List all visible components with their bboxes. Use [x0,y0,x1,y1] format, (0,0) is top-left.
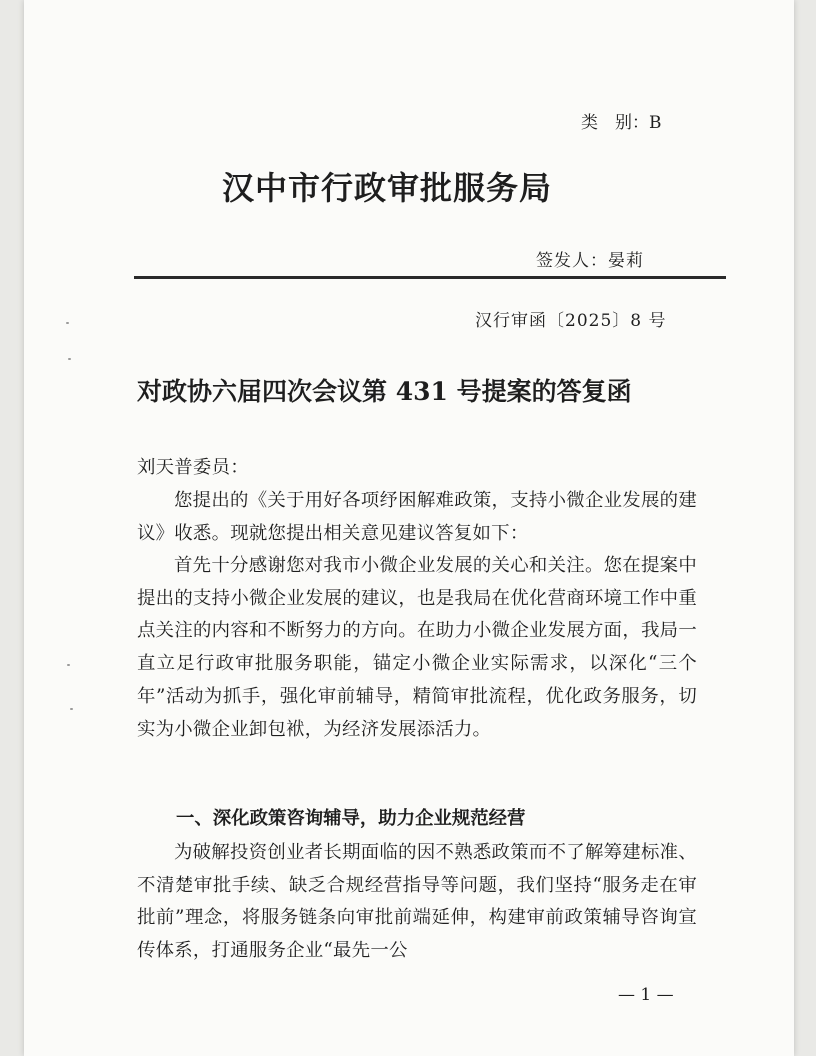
page-number: — 1 — [618,985,674,1005]
agency-title: 汉中市行政审批服务局 [221,169,552,207]
document-category: 类 别：B [581,113,662,133]
document-number: 汉行审函〔2025〕8 号 [475,311,667,331]
header-rule [134,276,726,279]
scan-speck [70,708,73,710]
scan-speck [68,358,71,360]
paragraph: 您提出的《关于用好各项纾困解难政策，支持小微企业发展的建议》收悉。现就您提出相关意见建议答复如下： [137,490,697,544]
letter-title: 对政协六届四次会议第 431 号提案的答复函 [137,377,632,406]
scan-speck [66,322,69,324]
salutation: 刘天普委员： [137,457,249,478]
section-heading: 一、深化政策咨询辅导，助力企业规范经营 [176,808,526,829]
scan-speck [67,664,70,666]
paragraph: 首先十分感谢您对我市小微企业发展的关心和关注。您在提案中提出的支持小微企业发展的建议，也是我局在优化营商环境工作中重点关注的内容和不断努力的方向。在助力小微企业发展方面，我局一直立足行政审批服务职能，锚定小微企业实际需求，以深化“三个年”活动为抓手，强化审前辅导，精简审批流程，优化政务服务，切实为小微企业卸包袱，为经济发展添活力。 [137,555,697,740]
document-page [24,0,794,1056]
paragraph: 为破解投资创业者长期面临的因不熟悉政策而不了解筹建标准、不清楚审批手续、缺乏合规经营指导等问题，我们坚持“服务走在审批前”理念，将服务链条向审批前端延伸，构建审前政策辅导咨询宣传体系，打通服务企业“最先一公 [137,842,697,962]
issuer-line: 签发人：晏莉 [536,251,644,271]
